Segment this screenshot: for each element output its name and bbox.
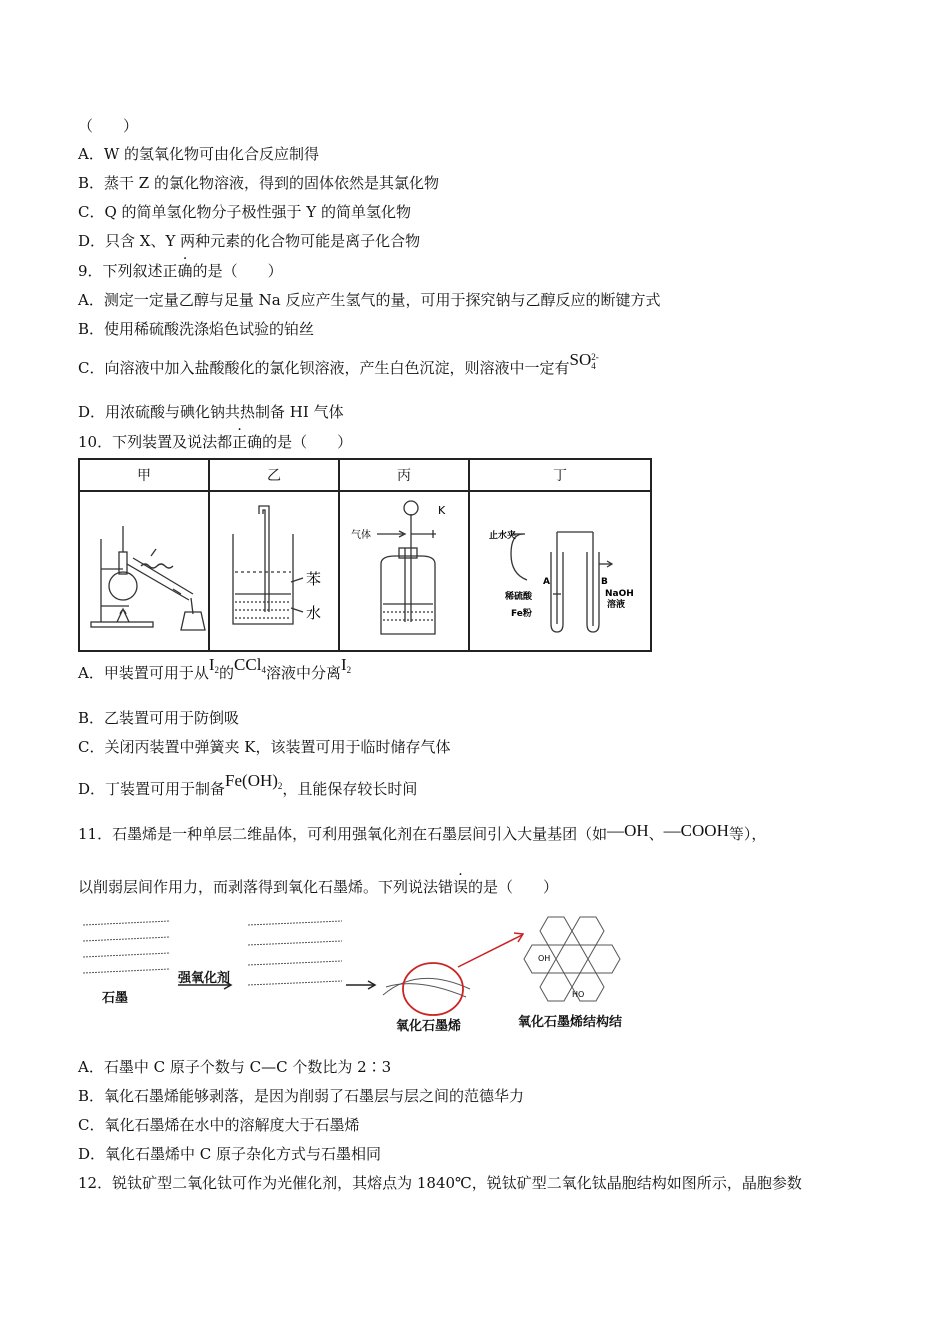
q10-option-c: C．关闭丙装置中弹簧夹 K，该装置可用于临时储存气体 — [78, 738, 451, 756]
gas-storage-apparatus — [339, 491, 469, 651]
label-gas: 气体 — [351, 530, 371, 541]
label-a: A — [543, 577, 550, 587]
header-ding: 丁 — [469, 459, 651, 491]
emphasis-text: 都正确 — [217, 433, 263, 451]
q12-stem: 12．锐钛矿型二氧化钛可作为光催化剂，其熔点为 1840℃，锐钛矿型二氧化钛晶胞结构如图所示，晶胞参数 — [78, 1174, 802, 1192]
distillation-apparatus — [79, 491, 209, 651]
caption-structure: 氧化石墨烯结构结 — [518, 1015, 623, 1030]
q8-option-b: B．蒸干 Z 的氯化物溶液，得到的固体依然是其氯化物 — [78, 174, 439, 192]
ferrous-hydroxide-diagram — [471, 494, 649, 644]
distillation-diagram — [81, 494, 207, 644]
caption-graphite: 石墨 — [102, 991, 129, 1006]
label-benzene: 苯 — [306, 570, 322, 588]
label-k: K — [438, 504, 446, 517]
label-oh: OH — [538, 954, 551, 963]
beaker-apparatus — [209, 491, 339, 651]
ferrous-hydroxide-apparatus — [469, 491, 651, 651]
emphasis-text: 错误的 — [438, 878, 484, 896]
gas-storage-diagram — [341, 494, 467, 644]
ccl4-formula: CCl$_4$ — [234, 655, 266, 675]
q11-option-c: C．氧化石墨烯在水中的溶解度大于石墨烯 — [78, 1116, 360, 1134]
q9-option-d: D．用浓硫酸与碘化钠共热制备 HI 气体 — [78, 403, 344, 421]
caption-oxidant: 强氧化剂 — [178, 971, 231, 986]
label-water: 水 — [306, 604, 322, 622]
q8-paren: （ ） — [78, 117, 139, 135]
q9-option-b: B．使用稀硫酸洗涤焰色试验的铂丝 — [78, 320, 315, 338]
header-jia: 甲 — [79, 459, 209, 491]
label-fe: Fe粉 — [511, 609, 532, 619]
iodine-formula-2: $I_2$ — [340, 655, 352, 675]
label-clamp: 止水夹 — [489, 531, 517, 541]
label-ho: HO — [572, 990, 585, 999]
iodine-formula: $I_2$ — [208, 655, 220, 675]
caption-graphene-oxide: 氧化石墨烯 — [396, 1019, 462, 1034]
sulfate-ion: SO 2- 4 — [569, 350, 599, 371]
graphene-oxide-figure — [78, 905, 688, 1035]
q11-option-b: B．氧化石墨烯能够剥落，是因为削弱了石墨层与层之间的范德华力 — [78, 1087, 525, 1105]
q9-stem: 9．下列叙述正确的是（ ） — [78, 262, 283, 280]
fe-oh-2-formula: $Fe(OH)_2$ — [225, 771, 283, 791]
q9-option-c: C．向溶液中加入盐酸酸化的氯化钡溶液，产生白色沉淀，则溶液中一定有SO 2- 4 — [78, 350, 599, 377]
q10-option-b: B．乙装置可用于防倒吸 — [78, 709, 240, 727]
header-bing: 丙 — [339, 459, 469, 491]
carboxyl-group: —COOH — [663, 821, 729, 840]
q11-option-a: A．石墨中 C 原子个数与 C—C 个数比为 2∶3 — [78, 1058, 392, 1076]
apparatus-table — [78, 458, 652, 652]
q10-option-a: A．甲装置可用于从$I_2$的CCl$_4$溶液中分离$I_2$ — [78, 655, 352, 682]
label-b: B — [601, 577, 608, 587]
label-solution: 溶液 — [607, 600, 626, 610]
emphasis-text: 正确的 — [162, 262, 208, 280]
label-acid: 稀硫酸 — [505, 592, 533, 602]
q10-option-d: D．丁装置可用于制备$Fe(OH)_2$，且能保存较长时间 — [78, 771, 418, 798]
beaker-diagram — [211, 494, 337, 644]
q11-stem-line2: 以削弱层间作用力，而剥落得到氧化石墨烯。下列说法错误的是（ ） — [78, 878, 559, 896]
q11-option-d: D．氧化石墨烯中 C 原子杂化方式与石墨相同 — [78, 1145, 382, 1163]
q8-option-c: C．Q 的简单氢化物分子极性强于 Y 的简单氢化物 — [78, 203, 411, 221]
q11-stem-line1: 11．石墨烯是一种单层二维晶体，可利用强氧化剂在石墨层间引入大量基团（如—OH、—COOH等）， — [78, 821, 767, 843]
hydroxyl-group: —OH — [607, 821, 649, 840]
q8-option-a: A．W 的氢氧化物可由化合反应制得 — [78, 145, 320, 163]
label-naoh: NaOH — [605, 589, 634, 599]
header-yi: 乙 — [209, 459, 339, 491]
q8-option-d: D．只含 X、Y 两种元素的化合物可能是离子化合物 — [78, 232, 421, 250]
q9-option-a: A．测定一定量乙醇与足量 Na 反应产生氢气的量，可用于探究钠与乙醇反应的断键方式 — [78, 291, 661, 309]
q10-stem: 10．下列装置及说法都正确的是（ ） — [78, 433, 353, 451]
